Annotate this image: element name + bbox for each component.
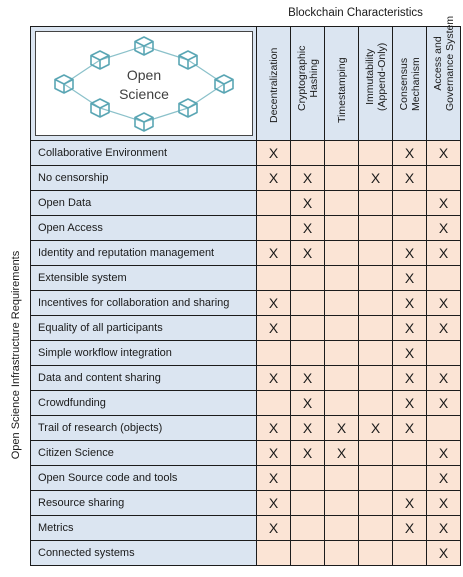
mark-cell-x: X — [393, 391, 427, 416]
mark-cell-x: X — [427, 141, 461, 166]
cube-icon — [179, 99, 197, 117]
mark-cell-empty — [325, 466, 359, 491]
column-header-line: Mechanism — [409, 57, 422, 111]
matrix-body — [31, 141, 461, 566]
mark-cell-x: X — [393, 141, 427, 166]
cube-link — [64, 60, 100, 84]
requirement-label: Open Data — [31, 191, 257, 216]
mark-cell-empty — [359, 391, 393, 416]
mark-cell-empty — [393, 191, 427, 216]
mark-cell-x: X — [393, 491, 427, 516]
cube-icon — [179, 51, 197, 69]
column-header-line: Cryptographic — [295, 45, 308, 111]
cube-link — [100, 46, 144, 60]
mark-cell-empty — [359, 216, 393, 241]
column-header-row — [31, 27, 461, 141]
mark-cell-empty — [291, 541, 325, 566]
mark-cell-x: X — [359, 416, 393, 441]
mark-cell-empty — [291, 341, 325, 366]
mark-cell-x: X — [393, 416, 427, 441]
cube-icon — [215, 75, 233, 93]
matrix-table — [30, 15, 461, 566]
table-row — [31, 316, 461, 341]
row-axis-label: Open Science Infrastructure Requirements — [10, 250, 22, 460]
mark-cell-x: X — [291, 441, 325, 466]
mark-cell-x: X — [257, 516, 291, 541]
mark-cell-x: X — [427, 466, 461, 491]
mark-cell-x: X — [393, 291, 427, 316]
table-row — [31, 366, 461, 391]
mark-cell-x: X — [427, 441, 461, 466]
mark-cell-x: X — [257, 466, 291, 491]
mark-cell-empty — [257, 341, 291, 366]
mark-cell-x: X — [257, 316, 291, 341]
column-header — [325, 27, 359, 141]
logo-cell — [31, 27, 257, 141]
mark-cell-x: X — [291, 191, 325, 216]
mark-cell-x: X — [427, 491, 461, 516]
mark-cell-empty — [393, 466, 427, 491]
cube-link — [64, 84, 100, 108]
mark-cell-empty — [427, 341, 461, 366]
mark-cell-empty — [359, 141, 393, 166]
mark-cell-x: X — [393, 366, 427, 391]
mark-cell-empty — [359, 466, 393, 491]
mark-cell-x: X — [257, 241, 291, 266]
mark-cell-empty — [325, 191, 359, 216]
cube-icon — [91, 99, 109, 117]
mark-cell-empty — [359, 241, 393, 266]
mark-cell-x: X — [393, 516, 427, 541]
mark-cell-empty — [393, 441, 427, 466]
requirement-label: Crowdfunding — [31, 391, 257, 416]
table-row — [31, 291, 461, 316]
column-header-text — [336, 57, 348, 123]
mark-cell-x: X — [393, 266, 427, 291]
mark-cell-empty — [325, 541, 359, 566]
requirement-label: Open Access — [31, 216, 257, 241]
mark-cell-x: X — [325, 416, 359, 441]
mark-cell-x: X — [257, 366, 291, 391]
mark-cell-x: X — [257, 491, 291, 516]
mark-cell-empty — [257, 541, 291, 566]
column-header-line: Timestamping — [335, 57, 348, 123]
column-header-text — [268, 48, 280, 123]
requirement-label: Open Source code and tools — [31, 466, 257, 491]
mark-cell-empty — [291, 516, 325, 541]
mark-cell-x: X — [393, 341, 427, 366]
mark-cell-empty — [291, 141, 325, 166]
logo-text-open: Open — [126, 67, 161, 83]
mark-cell-empty — [325, 391, 359, 416]
requirement-label: Identity and reputation management — [31, 241, 257, 266]
mark-cell-empty — [359, 191, 393, 216]
mark-cell-x: X — [291, 416, 325, 441]
table-row — [31, 191, 461, 216]
table-row — [31, 441, 461, 466]
mark-cell-empty — [427, 166, 461, 191]
mark-cell-empty — [325, 141, 359, 166]
column-header-line: Governance System — [443, 15, 456, 111]
mark-cell-empty — [257, 216, 291, 241]
table-row — [31, 141, 461, 166]
cube-icon — [91, 51, 109, 69]
mark-cell-empty — [325, 266, 359, 291]
requirement-label: Equality of all participants — [31, 316, 257, 341]
requirement-label: Citizen Science — [31, 441, 257, 466]
mark-cell-empty — [291, 466, 325, 491]
mark-cell-empty — [325, 366, 359, 391]
mark-cell-x: X — [291, 166, 325, 191]
mark-cell-empty — [359, 316, 393, 341]
mark-cell-x: X — [427, 316, 461, 341]
mark-cell-x: X — [257, 416, 291, 441]
column-header-line: Consensus — [397, 57, 410, 111]
column-header-line: Access and — [431, 36, 444, 91]
requirement-label: Trail of research (objects) — [31, 416, 257, 441]
mark-cell-empty — [359, 491, 393, 516]
cube-icon — [135, 37, 153, 55]
mark-cell-x: X — [291, 366, 325, 391]
requirement-label: Simple workflow integration — [31, 341, 257, 366]
mark-cell-x: X — [427, 241, 461, 266]
mark-cell-x: X — [257, 141, 291, 166]
requirement-label: Data and content sharing — [31, 366, 257, 391]
mark-cell-empty — [359, 341, 393, 366]
requirement-label: Connected systems — [31, 541, 257, 566]
mark-cell-x: X — [291, 391, 325, 416]
mark-cell-empty — [393, 216, 427, 241]
table-row — [31, 541, 461, 566]
requirement-label: Extensible system — [31, 266, 257, 291]
cube-icon — [55, 75, 73, 93]
mark-cell-empty — [291, 266, 325, 291]
page-title: Blockchain Characteristics — [288, 7, 423, 19]
mark-cell-x: X — [427, 366, 461, 391]
cube-link — [188, 60, 224, 84]
logo-text-science: Science — [118, 86, 169, 102]
mark-cell-x: X — [427, 191, 461, 216]
mark-cell-x: X — [427, 516, 461, 541]
mark-cell-x: X — [427, 216, 461, 241]
column-header-text — [432, 16, 456, 111]
mark-cell-empty — [325, 166, 359, 191]
cube-link — [188, 84, 224, 108]
column-header — [359, 27, 393, 141]
mark-cell-empty — [291, 291, 325, 316]
requirement-label: Resource sharing — [31, 491, 257, 516]
mark-cell-empty — [325, 291, 359, 316]
column-header — [257, 27, 291, 141]
mark-cell-empty — [359, 441, 393, 466]
mark-cell-empty — [325, 341, 359, 366]
column-header-text — [296, 46, 320, 111]
table-row — [31, 166, 461, 191]
column-header — [393, 27, 427, 141]
mark-cell-x: X — [427, 541, 461, 566]
mark-cell-x: X — [427, 391, 461, 416]
mark-cell-empty — [325, 491, 359, 516]
cube-icon — [135, 113, 153, 131]
mark-cell-empty — [359, 266, 393, 291]
mark-cell-empty — [325, 216, 359, 241]
cube-link — [144, 46, 188, 60]
cube-link — [144, 108, 188, 122]
column-header-line: Hashing — [307, 59, 320, 98]
table-row — [31, 466, 461, 491]
column-header-text — [364, 43, 388, 111]
requirement-label: Incentives for collaboration and sharing — [31, 291, 257, 316]
row-axis-title — [6, 137, 26, 573]
column-header-text — [398, 57, 422, 111]
mark-cell-empty — [359, 541, 393, 566]
mark-cell-x: X — [393, 166, 427, 191]
mark-cell-x: X — [257, 166, 291, 191]
column-header — [291, 27, 325, 141]
table-row — [31, 516, 461, 541]
table-row — [31, 216, 461, 241]
mark-cell-empty — [257, 266, 291, 291]
mark-cell-empty — [325, 516, 359, 541]
mark-cell-x: X — [427, 291, 461, 316]
column-header-line: (Append-Only) — [375, 42, 388, 111]
mark-cell-x: X — [325, 441, 359, 466]
mark-cell-empty — [359, 516, 393, 541]
mark-cell-x: X — [291, 216, 325, 241]
table-row — [31, 241, 461, 266]
table-row — [31, 266, 461, 291]
table-row — [31, 391, 461, 416]
requirement-label: Metrics — [31, 516, 257, 541]
requirement-label: Collaborative Environment — [31, 141, 257, 166]
mark-cell-empty — [325, 316, 359, 341]
column-header-line: Immutability — [363, 48, 376, 105]
column-header — [427, 15, 461, 141]
mark-cell-empty — [291, 316, 325, 341]
table-row — [31, 491, 461, 516]
mark-cell-empty — [427, 266, 461, 291]
column-header-line: Decentralization — [267, 47, 280, 123]
mark-cell-x: X — [359, 166, 393, 191]
mark-cell-empty — [291, 491, 325, 516]
mark-cell-empty — [359, 291, 393, 316]
mark-cell-empty — [325, 241, 359, 266]
cube-network-icon — [36, 32, 252, 135]
mark-cell-empty — [257, 391, 291, 416]
requirement-label: No censorship — [31, 166, 257, 191]
mark-cell-empty — [257, 191, 291, 216]
mark-cell-empty — [359, 366, 393, 391]
mark-cell-x: X — [257, 291, 291, 316]
table-row — [31, 341, 461, 366]
mark-cell-x: X — [257, 441, 291, 466]
requirements-matrix — [30, 15, 461, 566]
cube-link — [100, 108, 144, 122]
mark-cell-x: X — [393, 241, 427, 266]
mark-cell-empty — [393, 541, 427, 566]
mark-cell-empty — [427, 416, 461, 441]
mark-cell-x: X — [291, 241, 325, 266]
open-science-logo — [35, 31, 253, 136]
mark-cell-x: X — [393, 316, 427, 341]
table-row — [31, 416, 461, 441]
